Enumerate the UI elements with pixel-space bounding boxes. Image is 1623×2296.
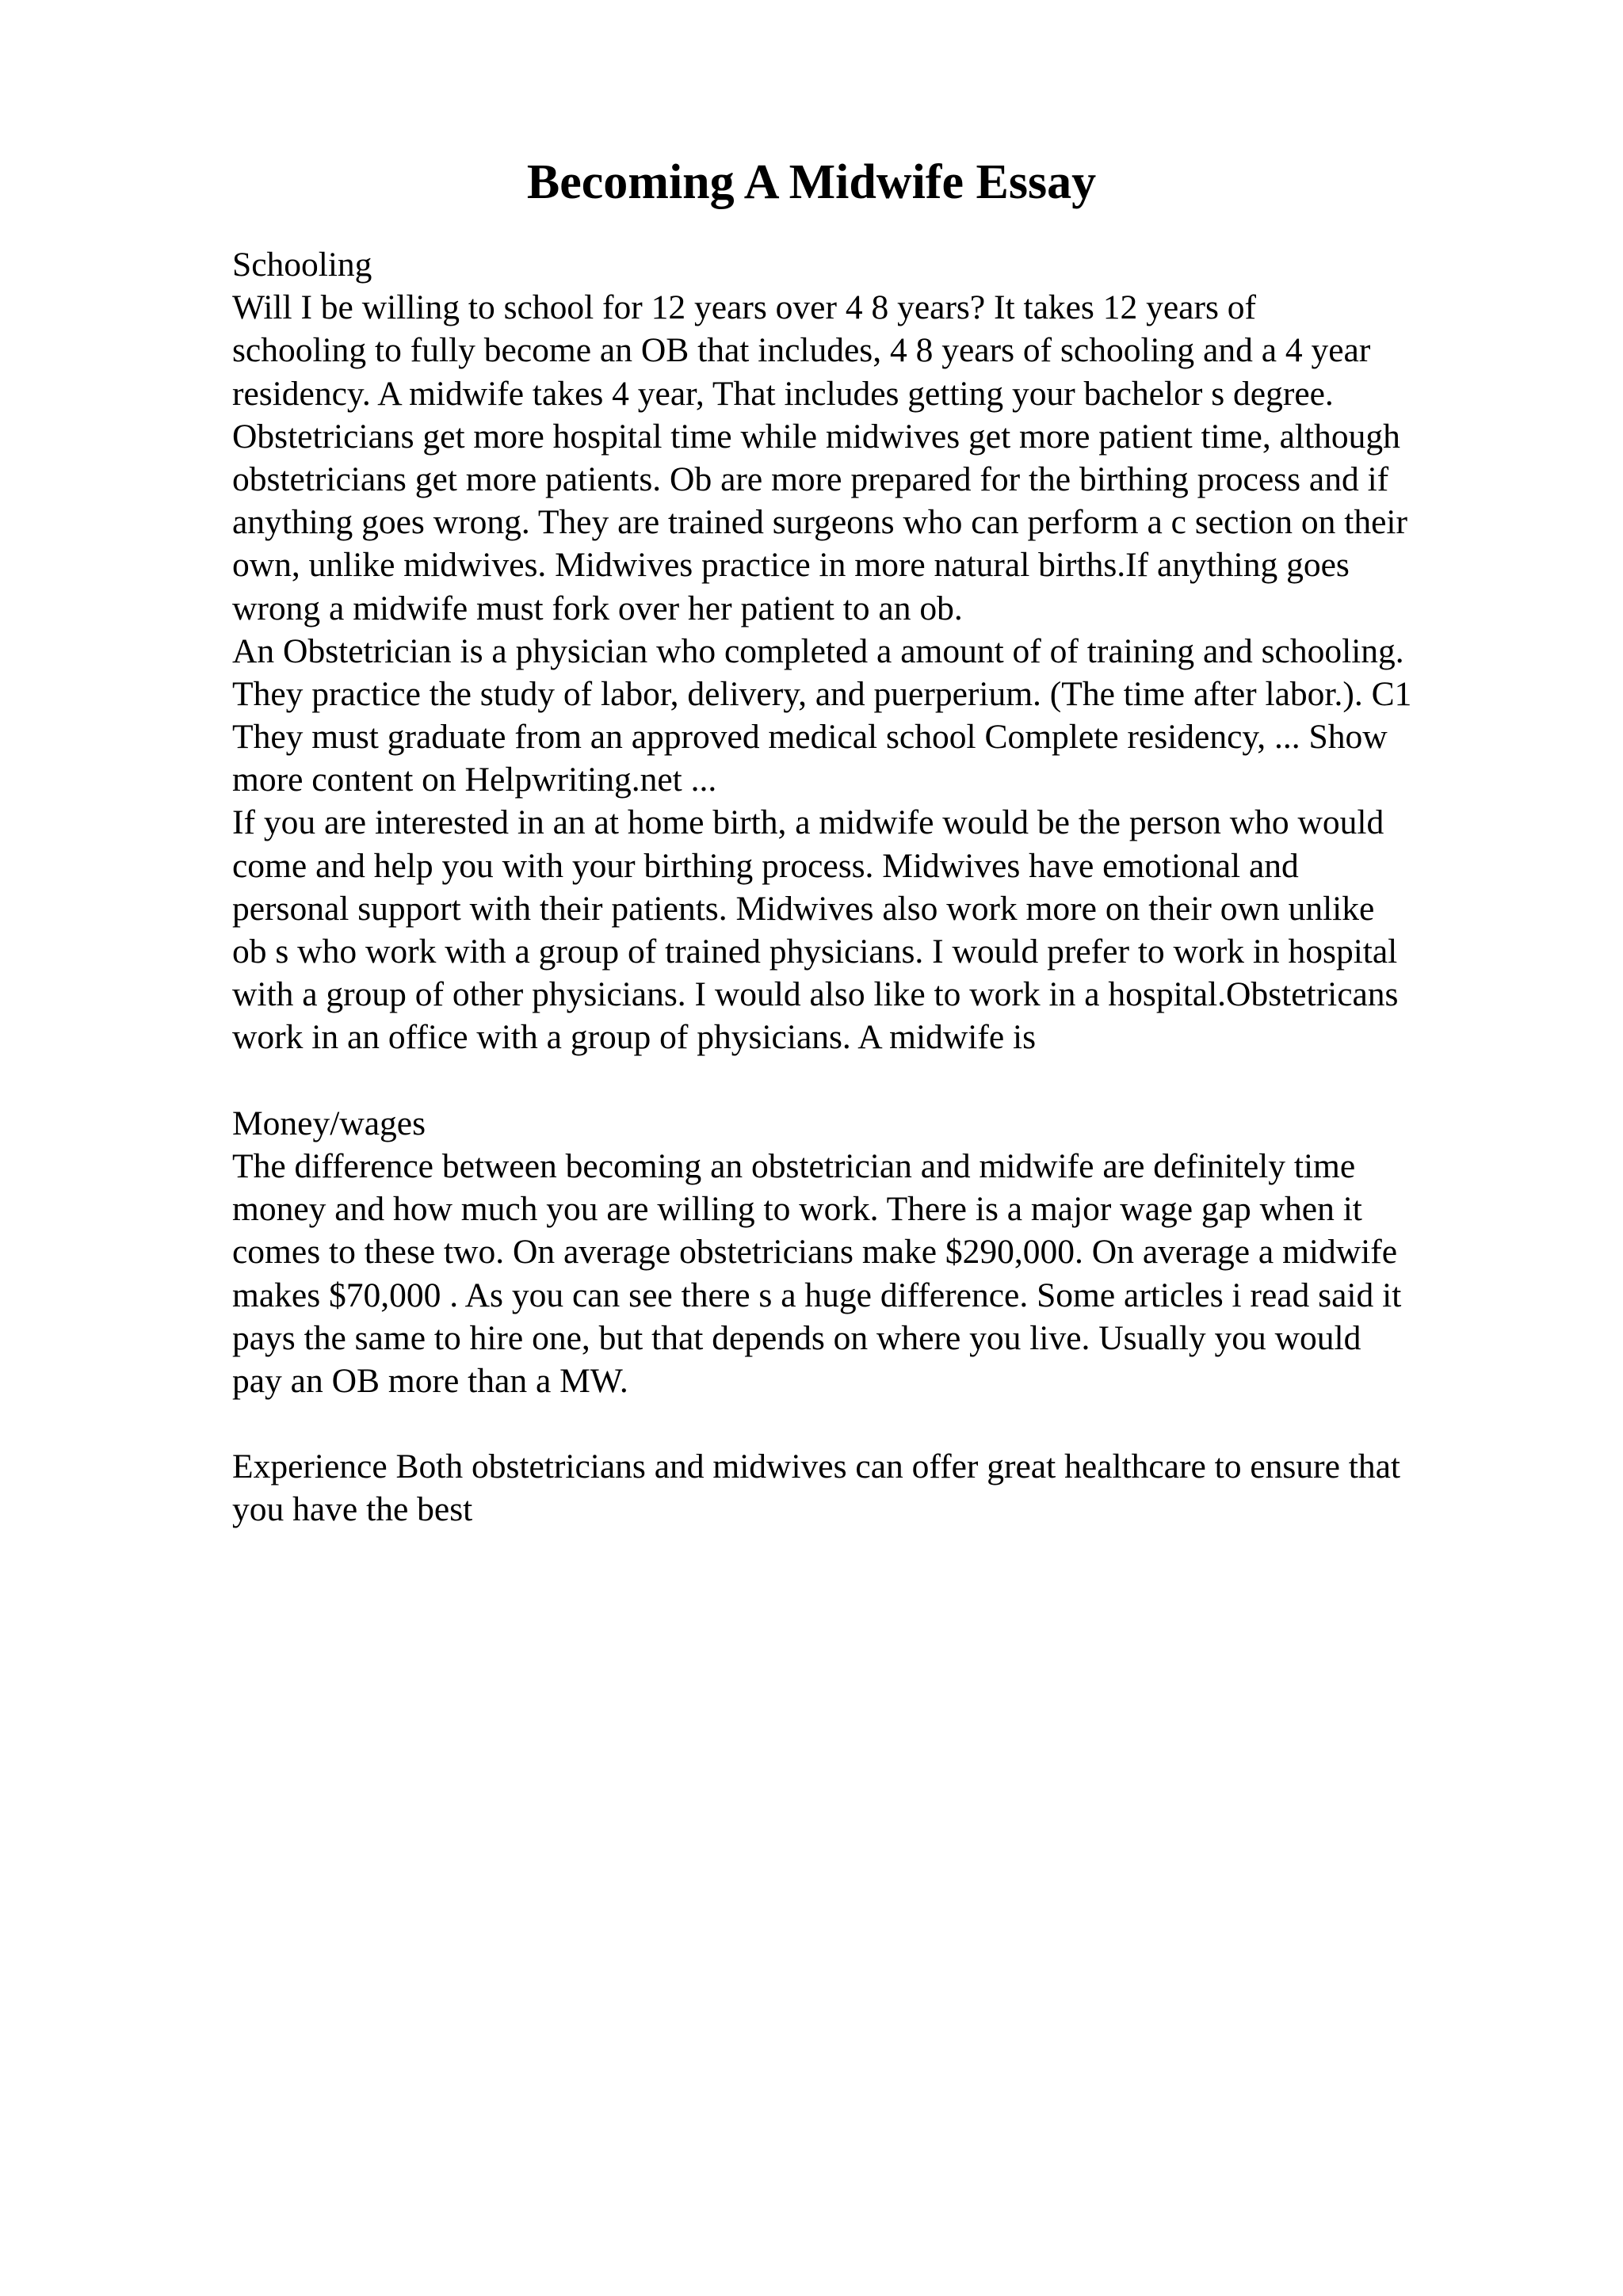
text-line: come and help you with your birthing process. Midwives have emotional and [232, 846, 1299, 885]
document-body [232, 243, 1564, 1531]
blank-line [232, 1402, 1564, 1445]
text-line: makes $70,000 . As you can see there s a huge difference. Some articles i read said it [232, 1276, 1402, 1314]
text-line: wrong a midwife must fork over her patient to an ob. [232, 589, 963, 627]
text-line: more content on Helpwriting.net ... [232, 761, 717, 799]
text-line: schooling to fully become an OB that includes, 4 8 years of schooling and a 4 year [232, 331, 1371, 370]
text-line: They must graduate from an approved medical school Complete residency, ... Show [232, 718, 1388, 757]
text-line: anything goes wrong. They are trained surgeons who can perform a c section on their [232, 503, 1407, 542]
text-line: obstetricians get more patients. Ob are more prepared for the birthing process and if [232, 460, 1389, 498]
document-title: Becoming A Midwife Essay [526, 155, 1097, 209]
text-line: They practice the study of labor, delivery, and puerperium. (The time after labor.). C1 [232, 674, 1412, 713]
text-line: pays the same to hire one, but that depends on where you live. Usually you would [232, 1318, 1361, 1357]
text-line: with a group of other physicians. I would also like to work in a hospital.Obstetricans [232, 975, 1399, 1014]
text-line: comes to these two. On average obstetricians make $290,000. On average a midwife [232, 1233, 1398, 1272]
text-line: Obstetricians get more hospital time while midwives get more patient time, although [232, 417, 1400, 456]
text-line: ob s who work with a group of trained physicians. I would prefer to work in hospital [232, 933, 1398, 971]
text-line: An Obstetrician is a physician who completed a amount of of training and schooling. [232, 631, 1404, 670]
text-line: own, unlike midwives. Midwives practice in more natural births.If anything goes [232, 546, 1350, 585]
text-line: you have the best [232, 1490, 473, 1529]
blank-line [232, 1059, 1564, 1102]
text-line: personal support with their patients. Midwives also work more on their own unlike [232, 889, 1375, 928]
text-line: money and how much you are willing to work. There is a major wage gap when it [232, 1190, 1362, 1229]
text-line: residency. A midwife takes 4 year, That includes getting your bachelor s degree. [232, 374, 1334, 413]
text-line: pay an OB more than a MW. [232, 1361, 628, 1400]
text-line: If you are interested in an at home birth, a midwife would be the person who would [232, 803, 1384, 842]
text-line: Will I be willing to school for 12 years over 4 8 years? It takes 12 years of [232, 288, 1257, 327]
text-line: Experience Both obstetricians and midwives can offer great healthcare to ensure that [232, 1447, 1400, 1486]
text-line: work in an office with a group of physicians. A midwife is [232, 1018, 1037, 1057]
text-line: The difference between becoming an obstetrician and midwife are definitely time [232, 1146, 1356, 1185]
text-line: Money/wages [232, 1104, 426, 1142]
text-line: Schooling [232, 246, 372, 284]
